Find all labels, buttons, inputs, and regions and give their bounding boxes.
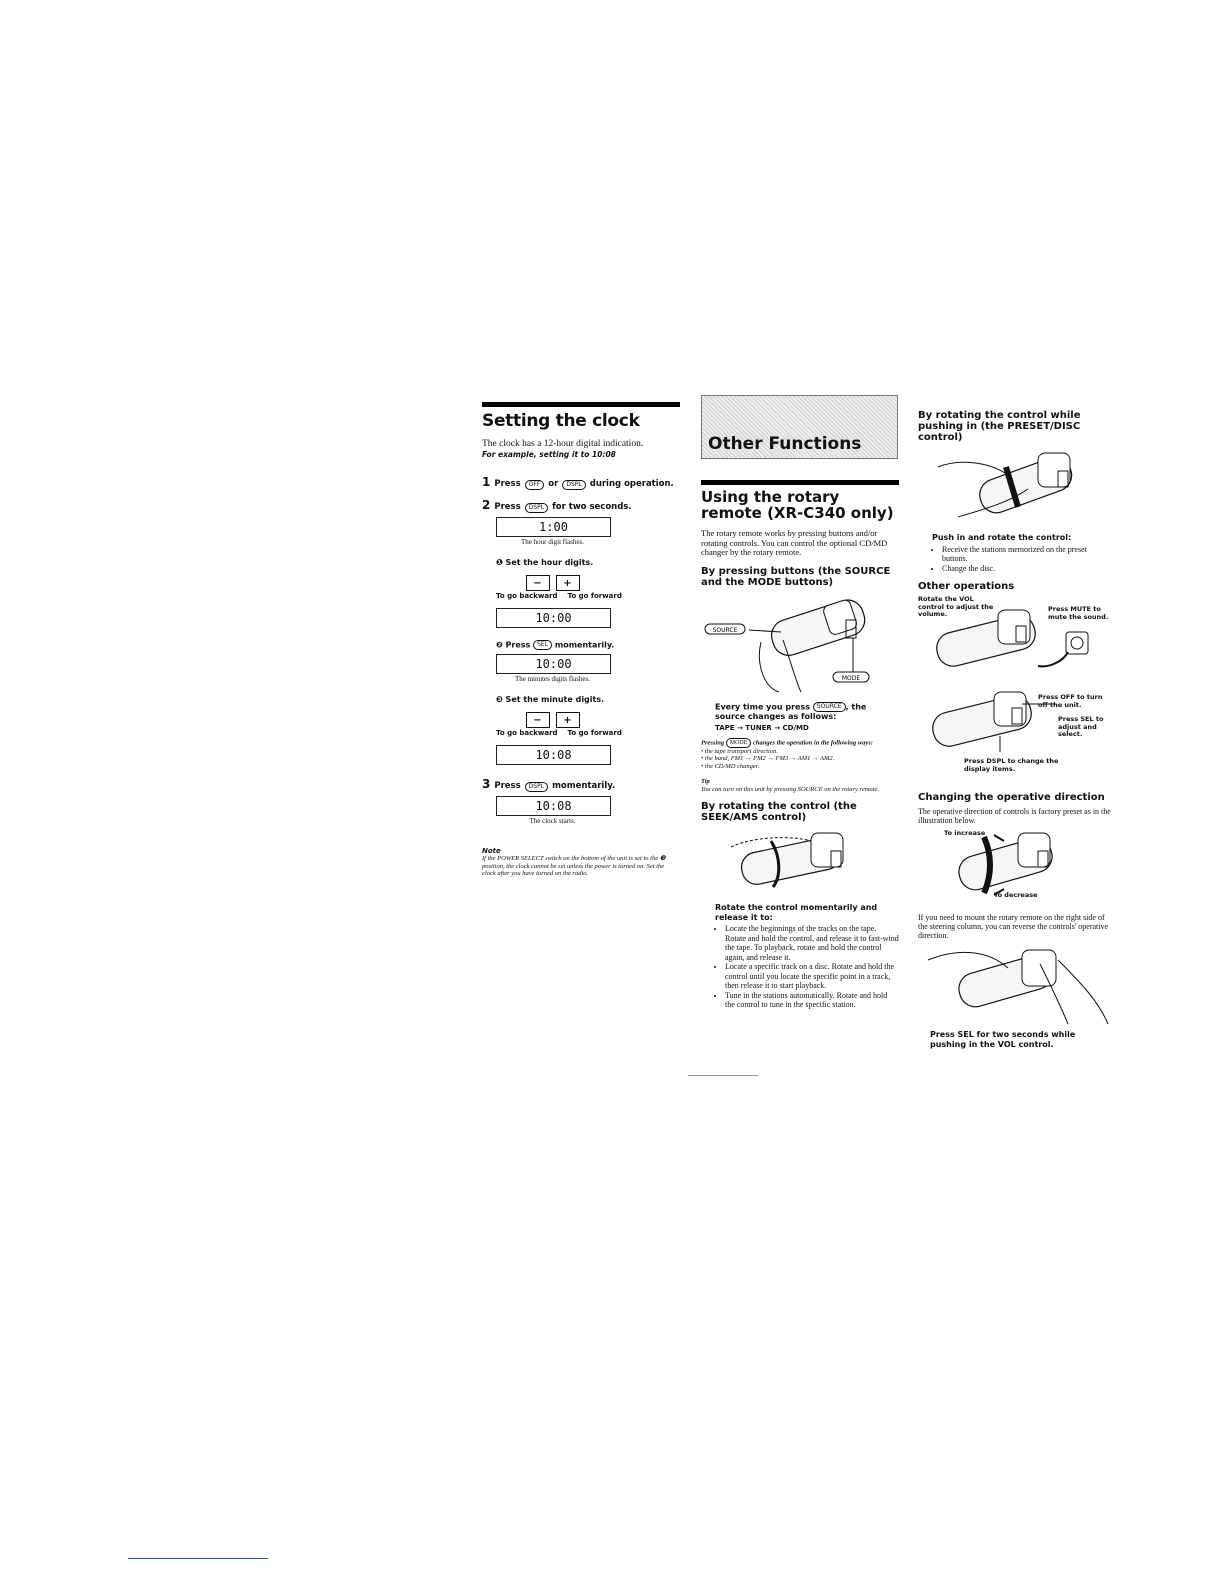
backward-label: To go backward	[496, 592, 558, 600]
substep-hour: ❶ Set the hour digits.	[496, 558, 594, 567]
step-number: 2	[482, 498, 491, 512]
lcd-display: 1:00	[496, 517, 611, 537]
lcd-display: 10:08	[496, 796, 611, 816]
direction-illustration	[918, 825, 1114, 905]
dspl-button: DSPL	[562, 480, 585, 490]
mode-button: MODE	[726, 738, 752, 748]
every-text: Every time you press	[715, 702, 810, 711]
mount-text: If you need to mount the rotary remote on the right side of the steering column, you can reverse the controls' operative direction.	[918, 913, 1109, 940]
reverse-direction-illustration	[918, 940, 1114, 1028]
backward-label: To go backward	[496, 729, 558, 737]
section-rule	[701, 480, 899, 485]
section-rule	[482, 402, 680, 407]
rotate-heading: Rotate the control momentarily and release it to:	[715, 903, 878, 922]
direction-text: The operative direction of controls is factory preset as in the illustration below.	[918, 807, 1111, 825]
preset-heading: By rotating the control while pushing in (the PRESET/DISC control)	[918, 410, 1081, 443]
other-operations-illustration	[918, 596, 1114, 786]
way-item: • the tape transport direction.	[701, 747, 778, 755]
list-item: • Receive the stations memorized on the preset buttons.	[942, 545, 1114, 564]
section-title: Using the rotary remote (XR-C340 only)	[701, 488, 894, 522]
forward-label: To go forward	[567, 592, 622, 600]
section-title: Setting the clock	[482, 411, 640, 431]
step-text: Press	[494, 502, 521, 512]
lcd-display: 10:00	[496, 608, 611, 628]
sel-label: Press SEL to adjust and select.	[1058, 715, 1104, 738]
example-text: For example, setting it to 10:08	[482, 450, 616, 459]
minus-button: −	[526, 712, 550, 728]
tip-heading: Tip	[701, 778, 710, 785]
way-item: • the CD/MD changer.	[701, 762, 760, 770]
rotate-list	[715, 924, 899, 1010]
pressing-text: changes the operation in the following ways:	[753, 738, 873, 746]
push-heading: Push in and rotate the control:	[932, 533, 1072, 542]
plus-button: +	[556, 575, 580, 591]
operations-column	[918, 410, 1114, 1049]
dspl-label: Press DSPL to change the display items.	[964, 757, 1059, 773]
preset-disc-illustration	[918, 447, 1114, 527]
substep-text: momentarily.	[554, 640, 615, 650]
step-text: Press	[494, 479, 521, 489]
lcd-caption: The clock starts.	[529, 817, 576, 825]
pressing-mode-text	[701, 738, 899, 748]
other-operations-heading: Other operations	[918, 581, 1015, 592]
link-underline	[128, 1558, 268, 1559]
substep-sel	[496, 640, 680, 650]
substep-minute: ❸ Set the minute digits.	[496, 695, 605, 704]
lcd-display: 10:00	[496, 654, 611, 674]
lcd-display: 10:08	[496, 745, 611, 765]
plus-button: +	[556, 712, 580, 728]
pressing-heading: By pressing buttons (the SOURCE and the MODE buttons)	[701, 565, 891, 588]
sel-button: SEL	[533, 640, 552, 650]
note-text: If the POWER SELECT switch on the bottom of the unit is set to the ❸ position, the clock cannot be set unless the power is turned on. Set the clock after you have turned on the radio.	[482, 855, 666, 877]
push-list	[932, 545, 1114, 574]
footer-rule	[688, 1075, 758, 1076]
banner-title: Other Functions	[708, 434, 862, 454]
substep-text: ❷ Press	[496, 640, 531, 650]
vol-label: Rotate the VOL control to adjust the volume.	[918, 595, 994, 618]
source-label: SOURCE	[712, 626, 738, 634]
lcd-caption: The hour digit flashes.	[521, 538, 584, 546]
every-time-text	[715, 702, 899, 722]
list-item: • Change the disc.	[942, 564, 1114, 574]
mute-label: Press MUTE to mute the sound.	[1048, 605, 1109, 621]
seek-ams-illustration	[701, 827, 899, 897]
off-label: Press OFF to turn off the unit.	[1038, 693, 1103, 709]
minus-button: −	[526, 575, 550, 591]
every-text: , the source changes as follows:	[715, 702, 867, 721]
rotary-remote-press-illustration	[701, 592, 899, 692]
pressing-text: Pressing	[701, 738, 725, 746]
list-item: • Tune in the stations automatically. Rotate and hold the control to tune in the specific station.	[725, 991, 899, 1010]
list-item: • Locate a specific track on a disc. Rotate and hold the control until you locate the specific point in a track, then release it to start playback.	[725, 962, 899, 991]
off-button: OFF	[525, 480, 545, 490]
note-heading: Note	[482, 847, 501, 855]
increase-label: To increase	[944, 829, 986, 837]
final-instruction: Press SEL for two seconds while pushing in the VOL control.	[930, 1030, 1076, 1049]
step-text: or	[548, 479, 559, 489]
other-functions-banner	[701, 395, 898, 459]
source-sequence: TAPE → TUNER → CD/MD	[715, 724, 809, 732]
step-text: Press	[494, 781, 521, 791]
tip-text: You can turn on this unit by pressing SOURCE on the rotary remote.	[701, 785, 879, 793]
list-item: • Locate the beginnings of the tracks on the tape. Rotate and hold the control, and release it to fast-wind the tape. To playback, rotate and hold the control again, and release it.	[725, 924, 899, 962]
lcd-caption: The minutes digits flashes.	[514, 675, 591, 683]
direction-labels	[496, 592, 680, 600]
step-2	[482, 498, 680, 513]
forward-label: To go forward	[567, 729, 622, 737]
step-1	[482, 475, 680, 490]
intro-text: The clock has a 12-hour digital indication.	[482, 439, 644, 449]
intro-text: The rotary remote works by pressing buttons and/or rotating controls. You can control the optional CD/MD changer by the rotary remote.	[701, 528, 888, 557]
step-number: 1	[482, 475, 491, 489]
mode-label: MODE	[841, 674, 861, 682]
plus-minus-buttons	[496, 575, 609, 591]
dspl-button: DSPL	[525, 503, 548, 513]
setting-clock-column	[482, 402, 680, 878]
step-3	[482, 777, 680, 792]
decrease-label: To decrease	[994, 891, 1038, 899]
rotating-heading: By rotating the control (the SEEK/AMS control)	[701, 801, 857, 823]
way-item: • the band, FM1 → FM2 → FM3 → AM1 → AM2.	[701, 755, 835, 762]
rotary-remote-column	[701, 480, 899, 1010]
plus-minus-buttons	[496, 712, 609, 728]
step-text: momentarily.	[552, 781, 616, 791]
step-text: for two seconds.	[552, 502, 632, 512]
direction-labels	[496, 729, 680, 737]
dspl-button: DSPL	[525, 782, 548, 792]
step-text: during operation.	[589, 479, 674, 489]
step-number: 3	[482, 777, 491, 791]
direction-heading: Changing the operative direction	[918, 792, 1105, 803]
source-button: SOURCE	[813, 702, 846, 712]
